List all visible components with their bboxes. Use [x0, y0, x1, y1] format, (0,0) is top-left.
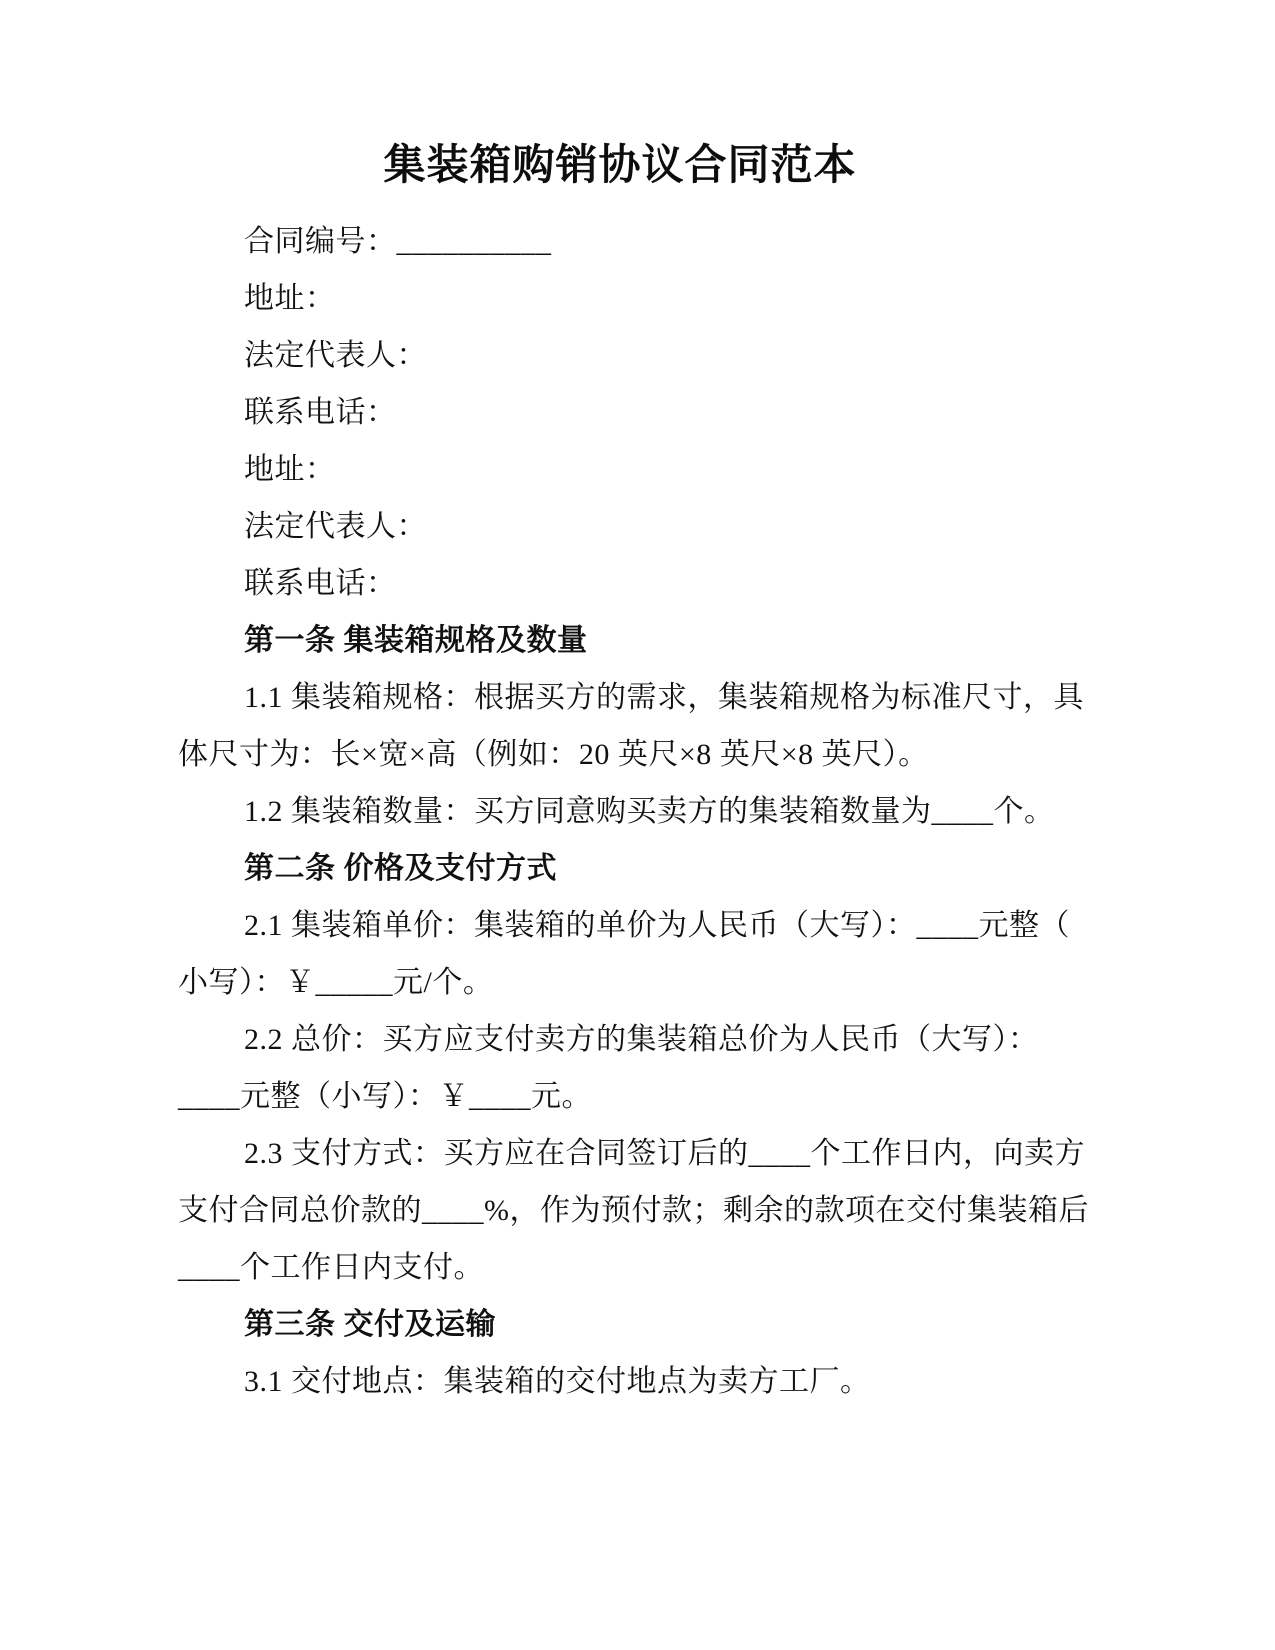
document-lines — [178, 213, 1089, 1410]
document-line: 2.1 集装箱单价：集装箱的单价为人民币（大写）：____元整（ — [244, 909, 1070, 943]
document-line: ____个工作日内支付。 — [178, 1251, 484, 1285]
document-line: 小写）：￥_____元/个。 — [178, 966, 494, 1000]
document-line: 2.2 总价：买方应支付卖方的集装箱总价为人民币（大写）： — [244, 1023, 1039, 1057]
document-line: 1.1 集装箱规格：根据买方的需求，集装箱规格为标准尺寸，具 — [244, 681, 1084, 715]
document-line: 联系电话： — [244, 396, 397, 430]
document-line: 法定代表人： — [244, 510, 427, 544]
document-body — [178, 143, 1089, 1410]
document-line: 地址： — [244, 282, 336, 316]
document-line: 法定代表人： — [244, 339, 427, 373]
document-line: 体尺寸为：长×宽×高（例如：20 英尺×8 英尺×8 英尺）。 — [178, 738, 929, 772]
document-line: 支付合同总价款的____%，作为预付款；剩余的款项在交付集装箱后 — [178, 1194, 1089, 1228]
document-line: 2.3 支付方式：买方应在合同签订后的____个工作日内，向卖方 — [244, 1137, 1085, 1171]
page-title: 集装箱购销协议合同范本 — [383, 143, 857, 189]
document-line: 第二条 价格及支付方式 — [244, 852, 557, 886]
document-line: 联系电话： — [244, 567, 397, 601]
document-line: 地址： — [244, 453, 336, 487]
document-line: 第三条 交付及运输 — [244, 1308, 496, 1342]
document-line: 1.2 集装箱数量：买方同意购买卖方的集装箱数量为____个。 — [244, 795, 1055, 829]
document-line: 合同编号：__________ — [244, 225, 552, 259]
document-line: 第一条 集装箱规格及数量 — [244, 624, 588, 658]
document-line: ____元整（小写）：￥____元。 — [178, 1080, 592, 1114]
document-line: 3.1 交付地点：集装箱的交付地点为卖方工厂。 — [244, 1365, 871, 1399]
